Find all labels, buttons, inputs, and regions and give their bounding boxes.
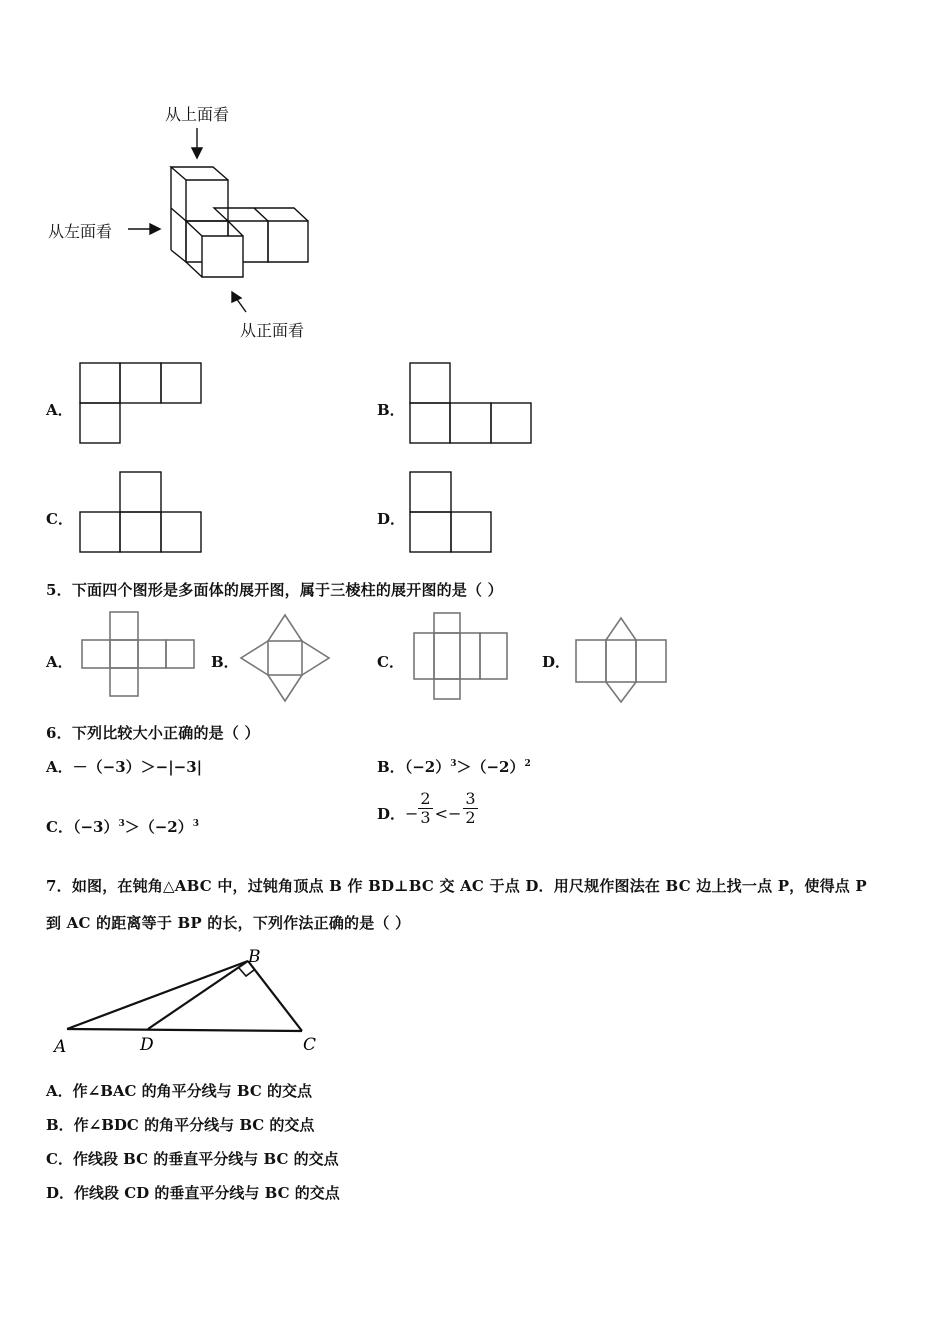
point-d-label: D [140, 1035, 154, 1055]
q6-option-b-exp1: 3 [450, 759, 457, 769]
q6-option-d-den2: 2 [465, 808, 476, 827]
q6-option-b-base1: （−2） [404, 758, 451, 776]
side-ac [67, 1029, 302, 1031]
q7-option-a[interactable]: A．作∠BAC 的角平分线与 BC 的交点 [46, 1082, 313, 1100]
q6-option-a[interactable] [46, 756, 202, 777]
q6-option-c[interactable] [46, 816, 199, 837]
q6-option-d-fraction-2 [463, 790, 477, 827]
q5-stem: 5．下面四个图形是多面体的展开图，属于三棱柱的展开图的是（ ） [46, 581, 503, 599]
cube-stack-figure [0, 0, 950, 360]
q5-option-c-figure [414, 613, 507, 699]
q6-option-d-label: D． [377, 805, 406, 823]
q4-option-c-label[interactable]: C． [46, 510, 73, 528]
q6-option-d-num2: 3 [465, 789, 476, 808]
label-left-view: 从左面看 [48, 222, 113, 241]
q6-option-a-text: －（−3）＞−|−3| [72, 758, 203, 776]
q6-option-b-exp2: 2 [524, 759, 531, 769]
triangle-figure [0, 940, 400, 1060]
vertex-a-label: A [54, 1037, 67, 1057]
q6-option-b-label: B． [377, 758, 405, 776]
q5-option-d-figure [576, 618, 666, 702]
side-ab [67, 961, 248, 1029]
q6-option-d-den1: 3 [420, 808, 431, 827]
q4-option-c-figure [80, 472, 201, 552]
q6-option-d[interactable] [377, 790, 478, 827]
q6-option-d-neg: − [405, 804, 419, 823]
q6-option-c-label: C． [46, 818, 73, 836]
q4-option-d-label[interactable]: D． [377, 510, 406, 528]
q4-options-figures [0, 355, 950, 565]
q7-option-b[interactable]: B．作∠BDC 的角平分线与 BC 的交点 [46, 1116, 315, 1134]
q6-option-b-base2: ＞（−2） [456, 758, 525, 776]
q5-option-c-label[interactable]: C． [377, 653, 404, 671]
vertex-b-label: B [248, 947, 261, 967]
q4-option-a-label[interactable]: A． [46, 401, 73, 419]
segment-bd [148, 961, 248, 1029]
q5-option-b-figure [241, 615, 329, 701]
q6-option-c-base2: ＞（−2） [124, 818, 193, 836]
q5-option-d-label[interactable]: D． [542, 653, 571, 671]
q7-option-c[interactable]: C．作线段 BC 的垂直平分线与 BC 的交点 [46, 1150, 339, 1168]
q4-option-b-label[interactable]: B． [377, 401, 405, 419]
q6-option-b[interactable] [377, 756, 531, 777]
vertex-c-label: C [303, 1035, 317, 1055]
right-angle-mark [239, 968, 254, 976]
q7-stem-line2: 到 AC 的距离等于 BP 的长，下列作法正确的是（ ） [46, 914, 411, 932]
q5-option-b-label[interactable]: B． [211, 653, 239, 671]
q6-stem: 6．下列比较大小正确的是（ ） [46, 724, 260, 742]
q4-option-b-figure [410, 363, 531, 443]
q5-option-a-figure [82, 612, 194, 696]
q6-option-c-exp1: 3 [118, 819, 125, 829]
label-front-view: 从正面看 [240, 321, 305, 340]
q5-option-a-label[interactable]: A． [46, 653, 73, 671]
q6-option-c-exp2: 3 [192, 819, 200, 829]
q4-option-a-figure [80, 363, 201, 443]
q7-stem-line1: 7．如图，在钝角△ABC 中，过钝角顶点 B 作 BD⊥BC 交 AC 于点 D．用尺规作图法在 BC 边上找一点 P，使得点 P [46, 877, 867, 895]
side-bc [248, 961, 302, 1031]
q6-option-a-label: A． [46, 758, 73, 776]
q5-options-figures [0, 605, 950, 705]
label-top-view: 从上面看 [165, 105, 230, 124]
q4-option-d-figure [410, 472, 491, 552]
q6-option-d-fraction-1 [418, 790, 432, 827]
q6-option-c-base1: （−3） [72, 818, 119, 836]
q6-option-d-relation: <− [434, 804, 462, 823]
q6-option-d-num1: 2 [420, 789, 431, 808]
q7-option-d[interactable]: D．作线段 CD 的垂直平分线与 BC 的交点 [46, 1184, 340, 1202]
